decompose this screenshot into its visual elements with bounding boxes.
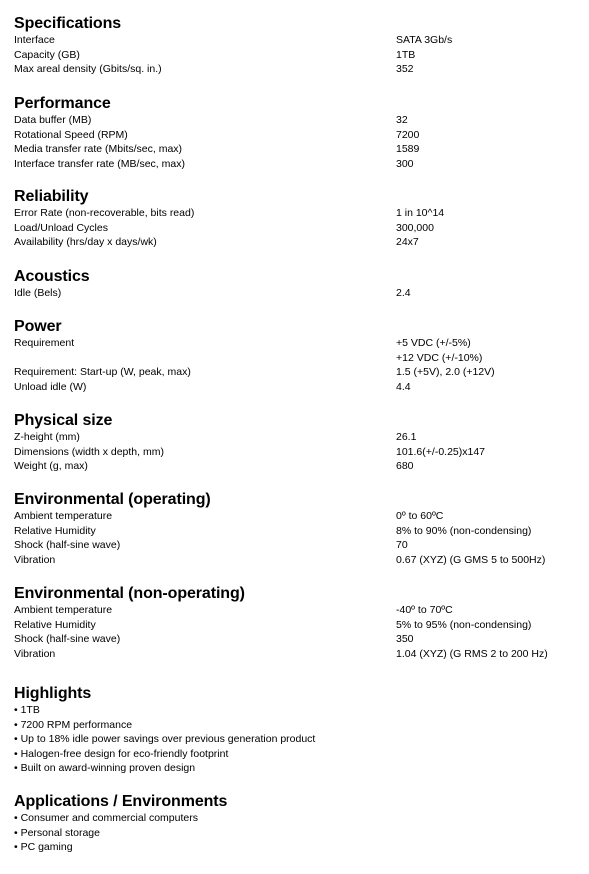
spec-label: Requirement: Start-up (W, peak, max)	[14, 366, 191, 379]
spec-row	[14, 221, 584, 236]
spec-row	[14, 365, 584, 380]
spec-row	[14, 336, 584, 351]
spec-label: Relative Humidity	[14, 524, 96, 537]
spec-label: Ambient temperature	[14, 510, 113, 522]
spec-label: Vibration	[14, 647, 56, 660]
application-item: • PC gaming	[14, 841, 73, 854]
spec-value: 101.6(+/-0.25)x147	[396, 445, 486, 458]
section-heading: Physical size	[14, 412, 113, 429]
section-heading: Performance	[14, 95, 111, 112]
spec-row	[14, 553, 584, 568]
spec-row	[14, 538, 584, 553]
section-applications	[14, 792, 584, 855]
spec-row	[14, 647, 584, 662]
spec-label: Shock (half-sine wave)	[14, 539, 121, 552]
section-acoustics	[14, 267, 584, 301]
spec-value: 680	[396, 460, 414, 473]
spec-value: 1.5 (+5V), 2.0 (+12V)	[396, 366, 495, 379]
spec-label: Requirement	[14, 337, 75, 349]
section-environmental-non-operating	[14, 584, 584, 661]
section-physical-size	[14, 411, 584, 474]
spec-label: Idle (Bels)	[14, 287, 62, 299]
spec-value: 26.1	[396, 431, 417, 443]
spec-row	[14, 618, 584, 633]
spec-label: Max areal density (Gbits/sq. in.)	[14, 63, 162, 76]
spec-value: 7200	[396, 128, 420, 141]
spec-row	[14, 524, 584, 539]
spec-row	[14, 128, 584, 143]
spec-value: 1 in 10^14	[396, 207, 445, 219]
spec-value: 2.4	[396, 287, 411, 299]
spec-value: 4.4	[396, 380, 411, 393]
spec-label: Media transfer rate (Mbits/sec, max)	[14, 143, 183, 156]
section-heading: Environmental (non-operating)	[14, 585, 245, 602]
spec-row	[14, 206, 584, 221]
section-heading: Environmental (operating)	[14, 491, 211, 508]
section-heading: Highlights	[14, 685, 92, 702]
spec-label: Dimensions (width x depth, mm)	[14, 445, 164, 458]
spec-value: 350	[396, 633, 414, 646]
spec-row	[14, 459, 584, 474]
spec-value: SATA 3Gb/s	[396, 34, 453, 46]
spec-value: 70	[396, 539, 408, 552]
spec-label: Shock (half-sine wave)	[14, 633, 121, 646]
spec-label: Interface transfer rate (MB/sec, max)	[14, 157, 185, 170]
section-highlights	[14, 684, 584, 776]
application-item: • Personal storage	[14, 826, 100, 839]
spec-label: Availability (hrs/day x days/wk)	[14, 236, 157, 249]
section-heading: Applications / Environments	[14, 793, 228, 810]
spec-label: Data buffer (MB)	[14, 114, 92, 126]
spec-value: 0º to 60ºC	[396, 510, 444, 522]
spec-row	[14, 142, 584, 157]
spec-label: Capacity (GB)	[14, 48, 80, 61]
spec-row	[14, 380, 584, 395]
highlight-item: • 7200 RPM performance	[14, 718, 133, 731]
section-specifications	[14, 14, 584, 77]
section-environmental-operating	[14, 490, 584, 567]
section-heading: Acoustics	[14, 268, 90, 285]
spec-label: Load/Unload Cycles	[14, 221, 108, 234]
spec-row	[14, 351, 584, 366]
spec-row	[14, 509, 584, 524]
spec-row	[14, 286, 584, 301]
spec-label: Weight (g, max)	[14, 460, 88, 473]
spec-value: 300,000	[396, 221, 434, 234]
section-performance	[14, 94, 584, 171]
spec-value: 300	[396, 157, 414, 170]
section-reliability	[14, 187, 584, 250]
highlight-item: • 1TB	[14, 704, 40, 716]
spec-label: Unload idle (W)	[14, 380, 87, 393]
spec-label: Vibration	[14, 553, 56, 566]
spec-value: -40º to 70ºC	[396, 604, 453, 616]
spec-row	[14, 445, 584, 460]
spec-value: 5% to 95% (non-condensing)	[396, 618, 532, 631]
section-heading: Reliability	[14, 188, 89, 205]
spec-row	[14, 603, 584, 618]
highlight-item: • Up to 18% idle power savings over previous generation product	[14, 733, 316, 746]
spec-value: 32	[396, 114, 408, 126]
spec-row	[14, 430, 584, 445]
spec-value: 1.04 (XYZ) (G RMS 2 to 200 Hz)	[396, 647, 548, 660]
spec-value: 352	[396, 63, 414, 76]
spec-value: +5 VDC (+/-5%)	[396, 337, 471, 349]
spec-label: Rotational Speed (RPM)	[14, 128, 128, 141]
section-heading: Power	[14, 318, 62, 335]
section-power	[14, 317, 584, 394]
highlight-item: • Halogen-free design for eco-friendly footprint	[14, 747, 229, 760]
spec-row	[14, 62, 584, 77]
spec-label: Z-height (mm)	[14, 431, 80, 443]
spec-value: 1589	[396, 143, 420, 156]
spec-row	[14, 632, 584, 647]
spec-value: 24x7	[396, 236, 419, 249]
highlight-item: • Built on award-winning proven design	[14, 762, 196, 775]
spec-label: Ambient temperature	[14, 604, 113, 616]
spec-row	[14, 157, 584, 172]
spec-label: Relative Humidity	[14, 618, 96, 631]
spec-label: Error Rate (non-recoverable, bits read)	[14, 207, 195, 219]
spec-row	[14, 48, 584, 63]
spec-row	[14, 113, 584, 128]
spec-value: +12 VDC (+/-10%)	[396, 351, 483, 364]
spec-value: 0.67 (XYZ) (G GMS 5 to 500Hz)	[396, 553, 546, 566]
spec-value: 8% to 90% (non-condensing)	[396, 524, 532, 537]
application-item: • Consumer and commercial computers	[14, 812, 198, 824]
spec-label: Interface	[14, 34, 55, 46]
spec-value: 1TB	[396, 48, 416, 61]
spec-row	[14, 33, 584, 48]
section-heading: Specifications	[14, 15, 122, 32]
spec-row	[14, 235, 584, 250]
